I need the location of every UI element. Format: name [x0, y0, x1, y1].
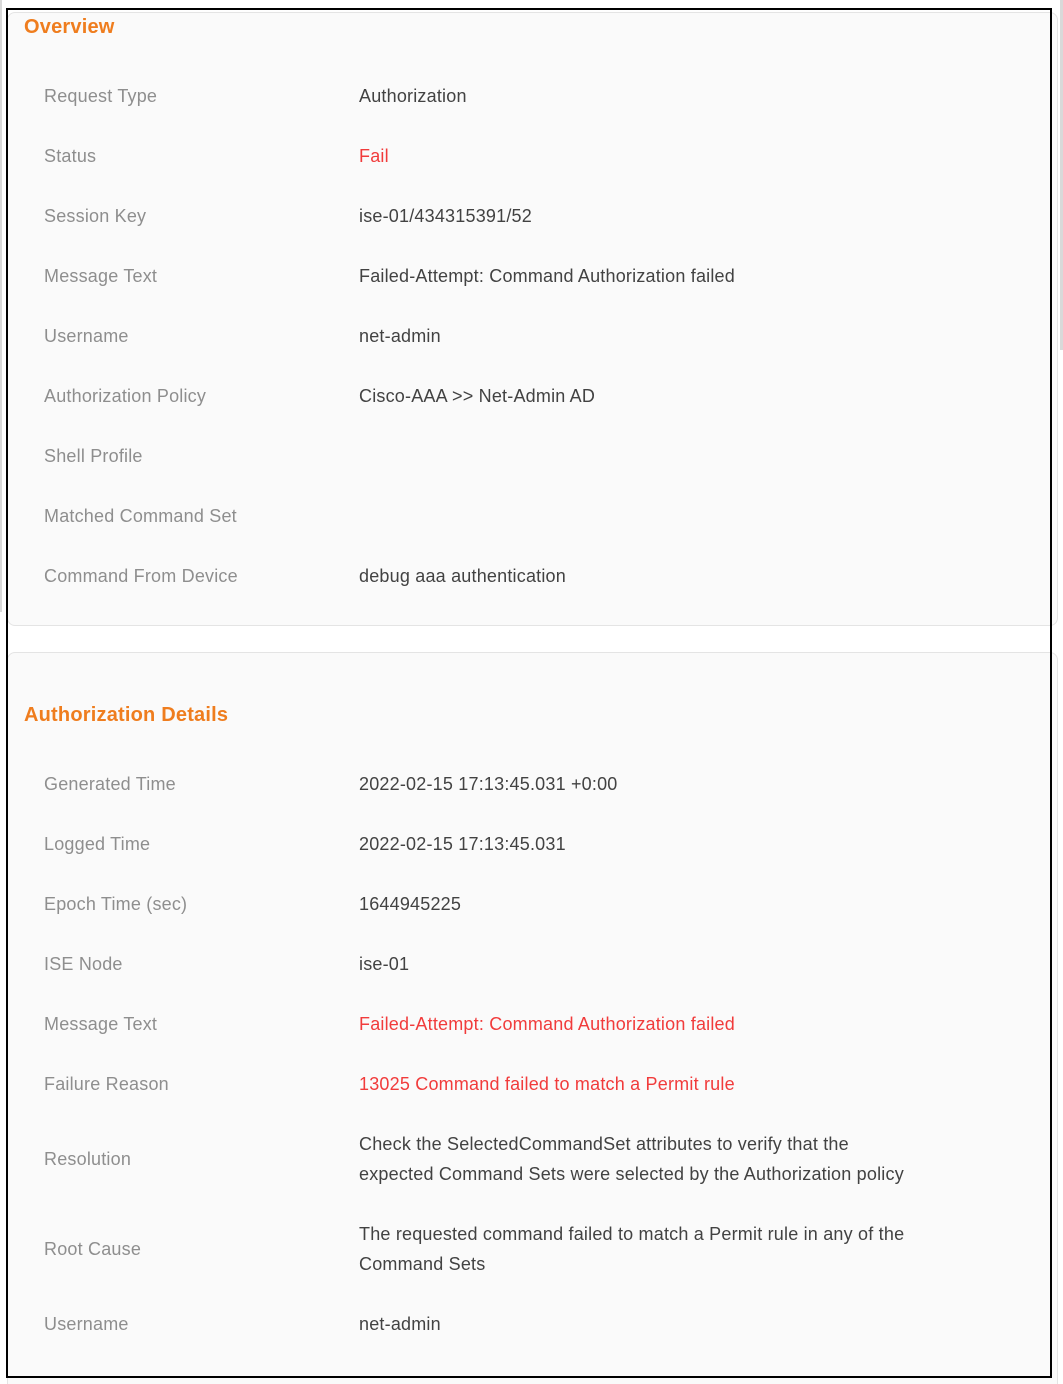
- field-value: debug aaa authentication: [359, 566, 566, 586]
- authorization-details-section: [7, 652, 1058, 1384]
- field-value: Check the SelectedCommandSet attributes to verify that the expected Command Sets were selected by the Authorization policy: [359, 1134, 904, 1184]
- field-label: Generated Time: [44, 774, 176, 794]
- field-label: Status: [44, 146, 97, 166]
- field-label: ISE Node: [44, 954, 123, 974]
- field-value: Failed-Attempt: Command Authorization failed: [359, 1014, 735, 1034]
- field-label: Failure Reason: [44, 1074, 169, 1094]
- detail-row: [8, 261, 1057, 291]
- field-label: Epoch Time (sec): [44, 894, 188, 914]
- field-label: Request Type: [44, 86, 158, 106]
- overview-section-title: Overview: [24, 16, 115, 38]
- detail-row: [8, 201, 1057, 231]
- field-label: Command From Device: [44, 566, 238, 586]
- detail-row: [8, 1129, 1057, 1189]
- field-label: Username: [44, 1314, 129, 1334]
- detail-row: [8, 81, 1057, 111]
- field-label: Message Text: [44, 1014, 158, 1034]
- field-label: Root Cause: [44, 1239, 142, 1259]
- detail-row: [8, 441, 1057, 471]
- detail-row: [8, 381, 1057, 411]
- field-label: Authorization Policy: [44, 386, 207, 406]
- field-label: Session Key: [44, 206, 147, 226]
- overview-rows: [8, 81, 1057, 591]
- detail-row: [8, 829, 1057, 859]
- screen-edge-artifact-left: [0, 0, 2, 612]
- detail-row: [8, 949, 1057, 979]
- detail-row: [8, 141, 1057, 171]
- detail-row: [8, 561, 1057, 591]
- field-value: Failed-Attempt: Command Authorization failed: [359, 266, 735, 286]
- detail-row: [8, 1219, 1057, 1279]
- field-value: 13025 Command failed to match a Permit rule: [359, 1074, 735, 1094]
- overview-section: [7, 12, 1058, 626]
- field-label: Resolution: [44, 1149, 132, 1169]
- detail-row: [8, 1009, 1057, 1039]
- field-value: 2022-02-15 17:13:45.031: [359, 834, 566, 854]
- authorization-details-rows: [8, 769, 1057, 1339]
- field-label: Username: [44, 326, 129, 346]
- field-value: 1644945225: [359, 894, 462, 914]
- detail-row: [8, 501, 1057, 531]
- detail-row: [8, 769, 1057, 799]
- detail-row: [8, 1309, 1057, 1339]
- field-value: net-admin: [359, 1314, 441, 1334]
- field-label: Shell Profile: [44, 446, 143, 466]
- field-value: Cisco-AAA >> Net-Admin AD: [359, 386, 596, 406]
- field-value: 2022-02-15 17:13:45.031 +0:00: [359, 774, 618, 794]
- field-value: net-admin: [359, 326, 441, 346]
- field-label: Logged Time: [44, 834, 151, 854]
- field-value: ise-01: [359, 954, 410, 974]
- field-label: Message Text: [44, 266, 158, 286]
- field-label: Matched Command Set: [44, 506, 237, 526]
- field-value: Authorization: [359, 86, 467, 106]
- detail-row: [8, 889, 1057, 919]
- field-value: The requested command failed to match a Permit rule in any of the Command Sets: [359, 1224, 905, 1274]
- field-value: Fail: [359, 146, 389, 166]
- detail-row: [8, 321, 1057, 351]
- authorization-details-section-title: Authorization Details: [24, 704, 229, 726]
- detail-row: [8, 1069, 1057, 1099]
- field-value: ise-01/434315391/52: [359, 206, 532, 226]
